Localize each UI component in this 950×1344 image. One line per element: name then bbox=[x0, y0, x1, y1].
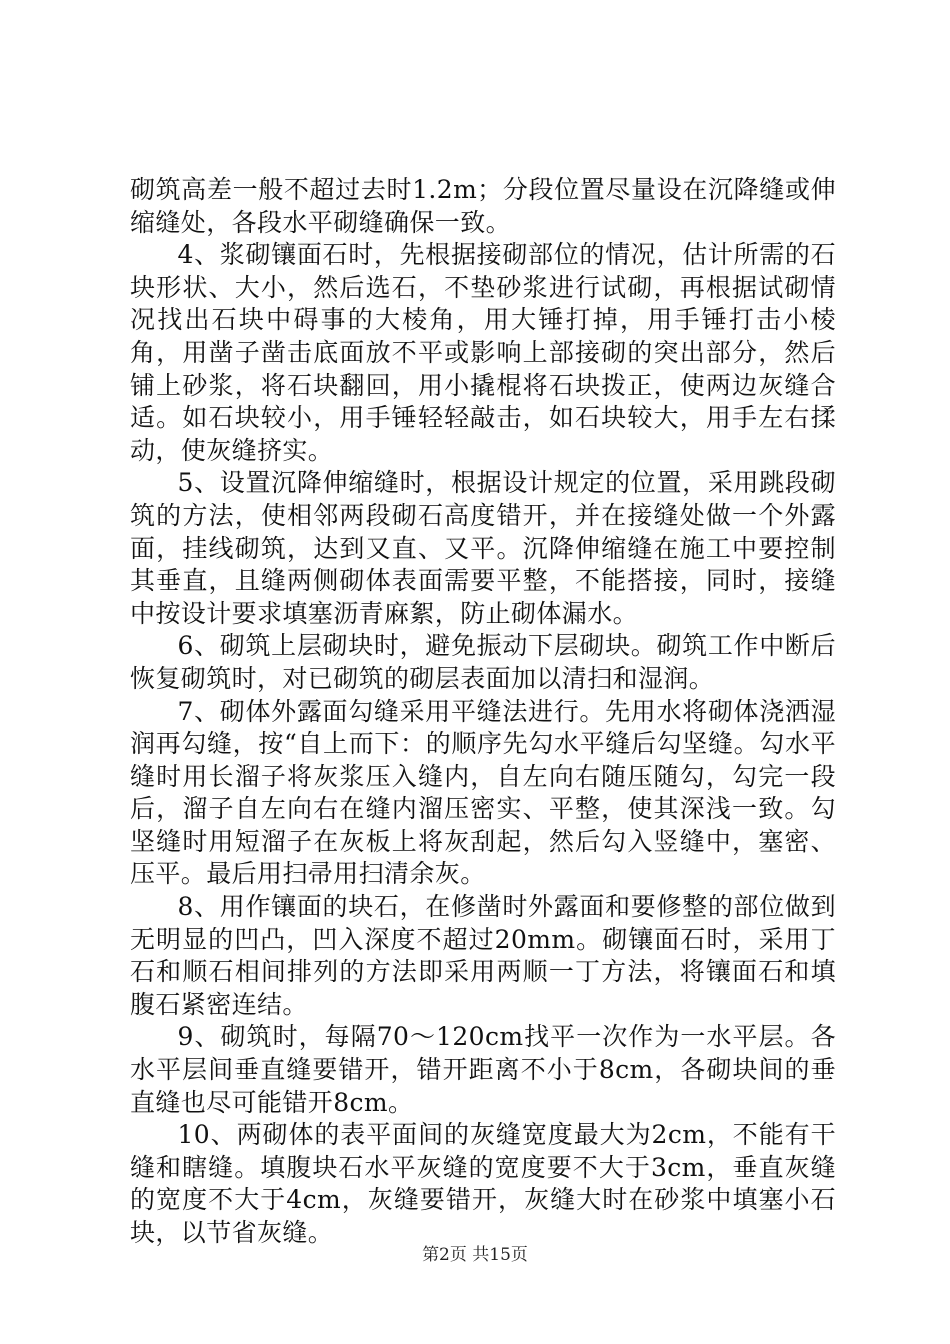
paragraph-item-6: 6、砌筑上层砌块时，避免振动下层砌块。砌筑工作中断后恢复砌筑时，对已砌筑的砌层表面加以清扫和湿润。 bbox=[130, 631, 836, 693]
paragraph-item-8: 8、用作镶面的块石，在修凿时外露面和要修整的部位做到无明显的凹凸，凹入深度不超过20mm。砌镶面石时，采用丁石和顺石相间排列的方法即采用两顺一丁方法，将镶面石和填腹石紧密连结。 bbox=[130, 892, 836, 1019]
paragraph-item-7: 7、砌体外露面勾缝采用平缝法进行。先用水将砌体浇洒湿润再勾缝，按“自上而下：的顺序先勾水平缝后勾坚缝。勾水平缝时用长溜子将灰浆压入缝内，自左向右随压随勾，勾完一段后，溜子自左向右在缝内溜压密实、平整，使其深浅一致。勾坚缝时用短溜子在灰板上将灰刮起，然后勾入竖缝中，塞密、压平。最后用扫帚用扫清余灰。 bbox=[130, 696, 836, 889]
document-body bbox=[130, 174, 836, 1250]
paragraph-item-9: 9、砌筑时，每隔70～120cm找平一次作为一水平层。各水平层间垂直缝要错开，错开距离不小于8cm，各砌块间的垂直缝也尽可能错开8cm。 bbox=[130, 1022, 836, 1117]
page-number-label: 第2页 共15页 bbox=[422, 1245, 528, 1265]
paragraph-item-5: 5、设置沉降伸缩缝时，根据设计规定的位置，采用跳段砌筑的方法，使相邻两段砌石高度错开，并在接缝处做一个外露面，挂线砌筑，达到又直、又平。沉降伸缩缝在施工中要控制其垂直，且缝两侧砌体表面需要平整，不能搭接，同时，接缝中按设计要求填塞沥青麻絮，防止砌体漏水。 bbox=[130, 468, 836, 628]
paragraph-0: 砌筑高差一般不超过去时1.2m；分段位置尽量设在沉降缝或伸缩缝处，各段水平砌缝确保一致。 bbox=[130, 175, 836, 237]
paragraph-item-4: 4、浆砌镶面石时，先根据接砌部位的情况，估计所需的石块形状、大小，然后选石，不垫砂浆进行试砌，再根据试砌情况找出石块中碍事的大棱角，用大锤打掉，用手锤打击小棱角，用凿子凿击底面放不平或影响上部接砌的突出部分，然后铺上砂浆，将石块翻回，用小撬棍将石块拨正，使两边灰缝合适。如石块较小，用手锤轻轻敲击，如石块较大，用手左右揉动，使灰缝挤实。 bbox=[130, 240, 836, 465]
paragraph-item-10: 10、两砌体的表平面间的灰缝宽度最大为2cm，不能有干缝和瞎缝。填腹块石水平灰缝的宽度要不大于3cm，垂直灰缝的宽度不大于4cm，灰缝要错开，灰缝大时在砂浆中填塞小石块，以节省灰缝。 bbox=[130, 1120, 836, 1247]
page-footer bbox=[0, 1240, 950, 1265]
